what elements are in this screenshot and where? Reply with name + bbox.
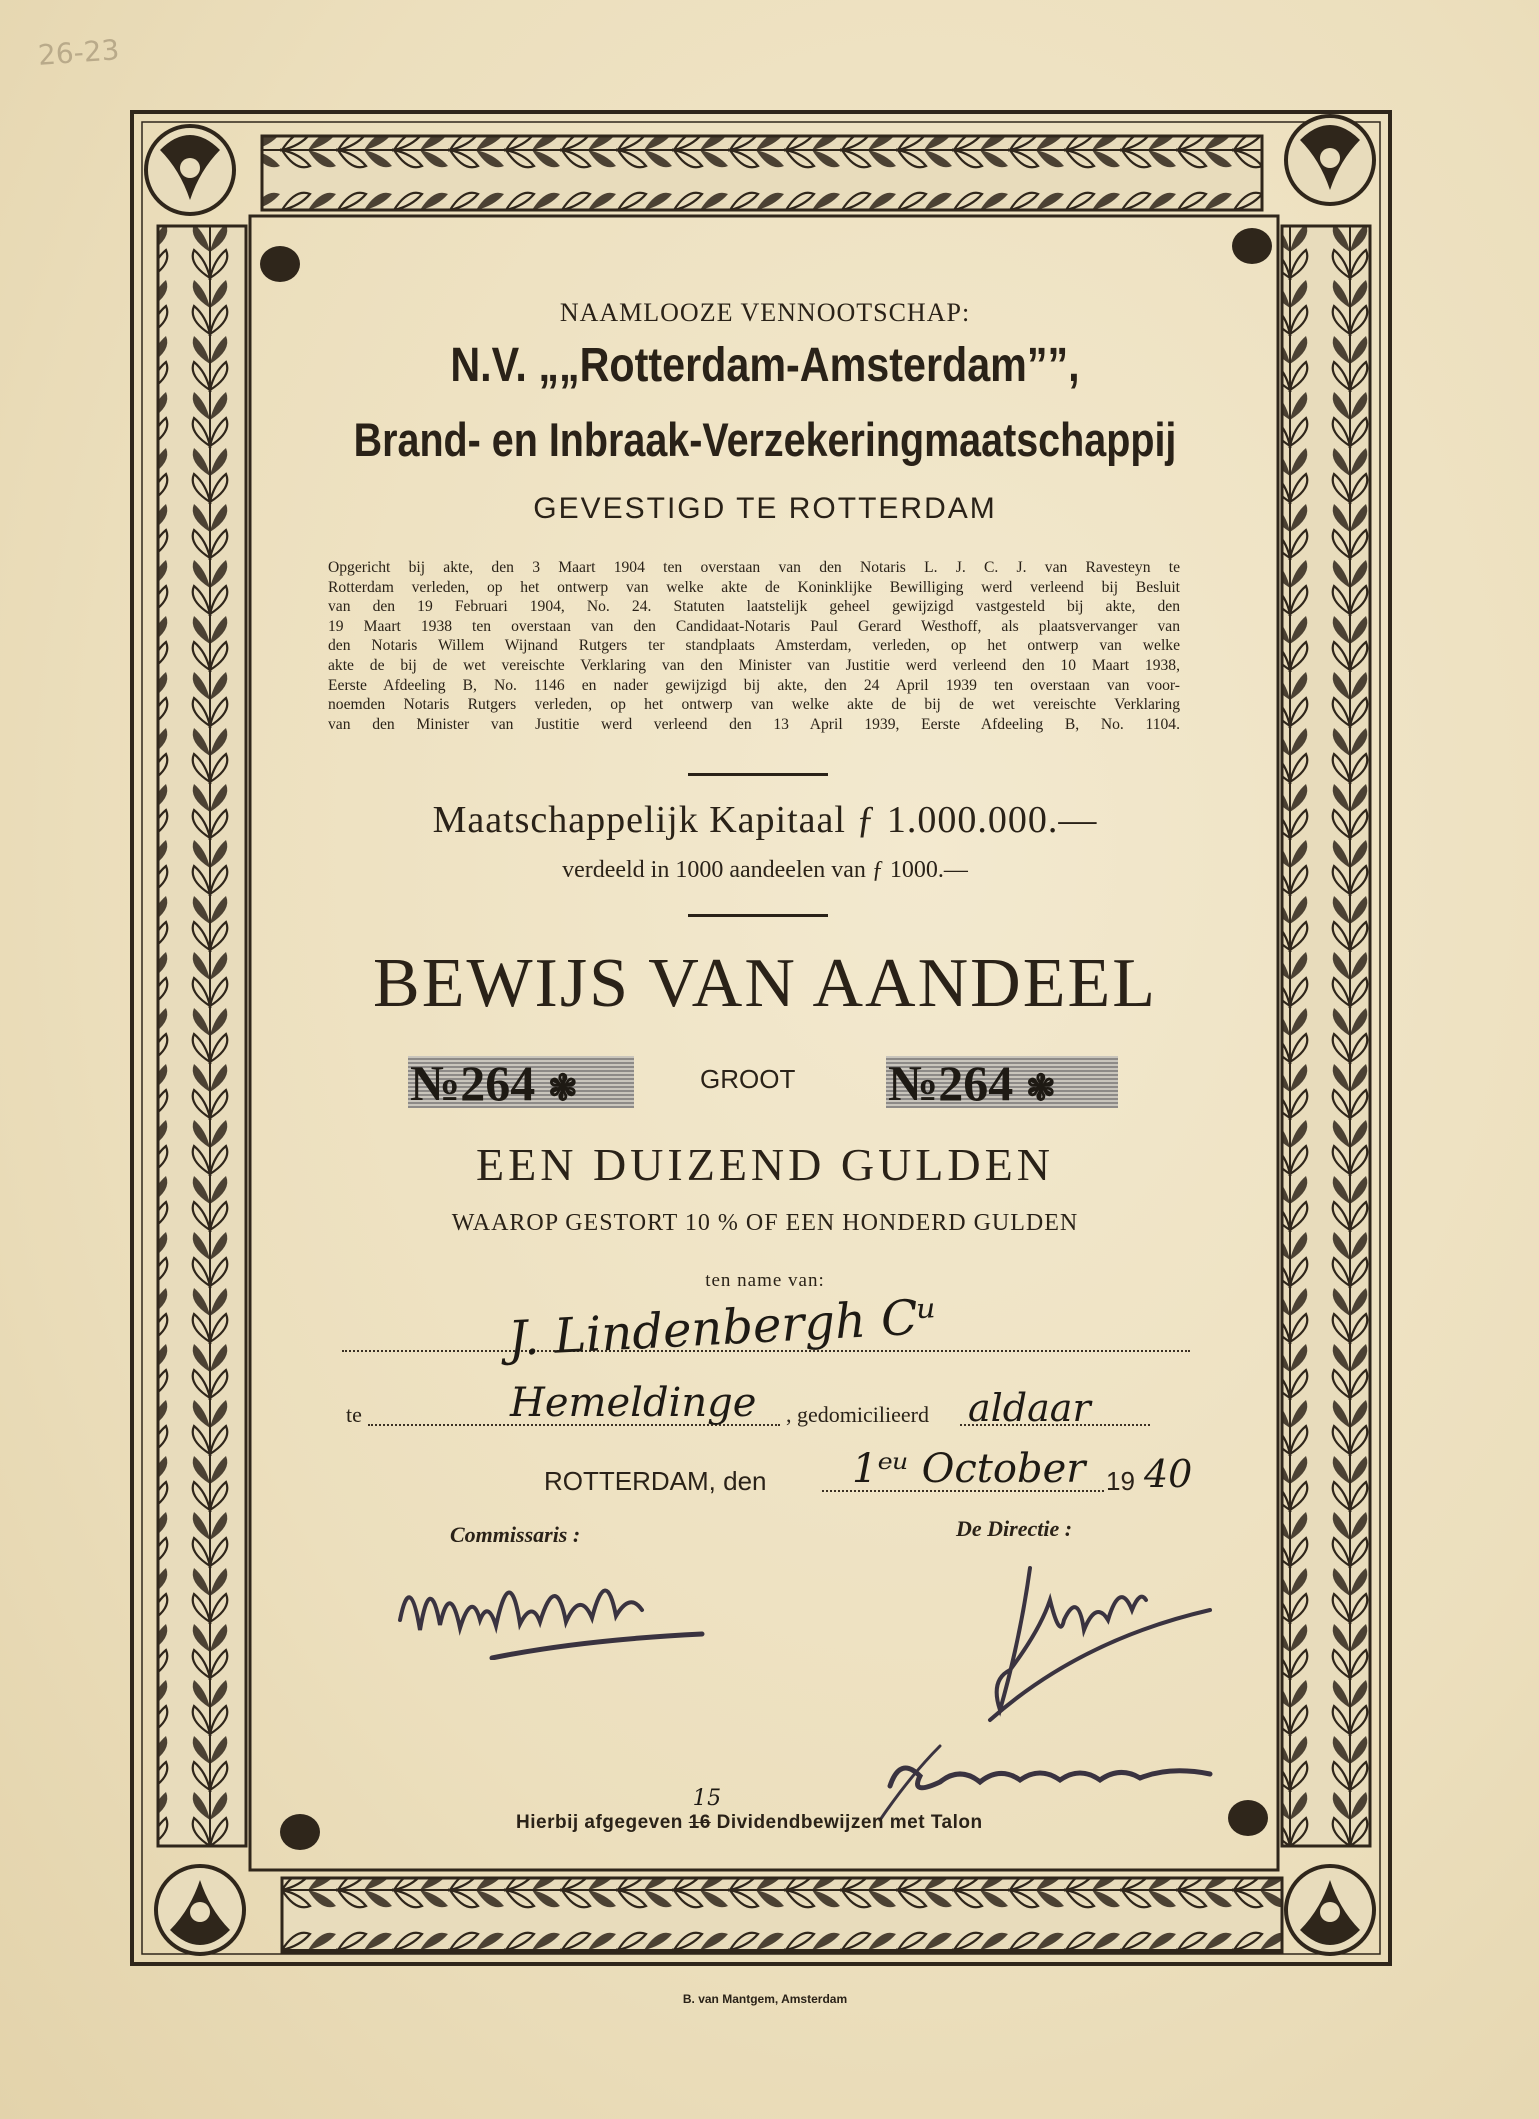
company-type: NAAMLOOZE VENNOOTSCHAP: — [559, 298, 971, 327]
incorporation-line: akte de bij de wet vereischte Verklaring van den Minister van Justitie werd verleend den 10 Maart 1938, — [328, 656, 1180, 674]
year-handwritten: 40 — [1144, 1452, 1193, 1496]
certificate-number-left — [410, 1054, 578, 1112]
groot-label: GROOT — [700, 1064, 796, 1094]
incorporation-line: van den Minister van Justitie werd verleend den 13 April 1939, Eerste Afdeeling B, No. 1104. — [328, 715, 1180, 733]
incorporation-line: Opgericht bij akte, den 3 Maart 1904 ten overstaan van den Notaris L. J. C. J. van Ravesteyn te — [328, 559, 1180, 576]
document-title: BEWIJS VAN AANDEEL — [373, 945, 1157, 1022]
certificate-number-right — [888, 1054, 1056, 1112]
printer-imprint: B. van Mantgem, Amsterdam — [682, 1992, 848, 2006]
incorporation-line: Rotterdam verleden, op het ontwerp van welke akte de Koninklijke Bewilliging werd verleend bij Besluit — [328, 578, 1180, 596]
holder-name: J. Lindenbergh Cᵘ — [506, 1288, 939, 1368]
coupons-struck: 16 — [688, 1812, 711, 1833]
pencil-note: 26-23 — [36, 33, 121, 72]
divider-rule — [688, 914, 828, 917]
share-amount: EEN DUIZEND GULDEN — [476, 1139, 1054, 1190]
commissaris-signature — [380, 1540, 720, 1660]
number-text: №264 — [888, 1055, 1014, 1111]
incorporation-line: Eerste Afdeeling B, No. 1146 en nader gewijzigd bij akte, den 24 April 1939 ten overstaan van voor- — [328, 676, 1180, 694]
share-division: verdeeld in 1000 aandeelen van ƒ 1000.— — [562, 857, 968, 883]
incorporation-line: noemden Notaris Rutgers verleden, op het ontwerp van welke akte de bij de wet vereischte Verklaring — [328, 696, 1180, 714]
commissaris-label: Commissaris : — [450, 1522, 581, 1547]
ornament-icon: ❃ — [1025, 1068, 1056, 1108]
city-date-label: ROTTERDAM, den — [544, 1466, 767, 1496]
te-label: te — [346, 1402, 362, 1427]
corner-ornament-bottom-left — [156, 1866, 244, 1954]
directie-label: De Directie : — [956, 1516, 1073, 1541]
paid-amount: WAAROP GESTORT 10 % OF EEN HONDERD GULDEN — [451, 1210, 1079, 1236]
corner-ornament-top-left — [146, 126, 234, 214]
in-name-of-label: ten name van: — [705, 1270, 825, 1291]
company-subtitle: Brand- en Inbraak-Verzekeringmaatschappij — [353, 413, 1177, 466]
incorporation-line: den Notaris Willem Wijnand Rutgers ter standplaats Amsterdam, verleden, op het ontwerp van welke — [328, 637, 1180, 655]
place-name: Hemeldinge — [510, 1380, 757, 1426]
corner-ornament-top-right — [1286, 116, 1374, 204]
company-name: N.V. „„Rotterdam-Amsterdam””, — [450, 339, 1080, 392]
coupons-corrected: 15 — [692, 1786, 722, 1811]
coupons-statement — [516, 1786, 983, 1834]
date-handwritten: 1ᵉᵘ October — [852, 1446, 1086, 1492]
domicile: aldaar — [968, 1386, 1091, 1430]
coupons-count — [688, 1786, 722, 1833]
corner-ornament-bottom-right — [1286, 1866, 1374, 1954]
registered-seat: GEVESTIGD TE ROTTERDAM — [533, 492, 997, 525]
domiciled-label: , gedomicilieerd — [786, 1402, 929, 1427]
divider-rule — [688, 773, 828, 776]
incorporation-line: 19 Maart 1938 ten overstaan van den Candidaat-Notaris Paul Gerard Westhoff, als plaatsvervanger van — [328, 617, 1180, 635]
year-prefix: 19 — [1106, 1466, 1135, 1496]
incorporation-line: van den 19 Februari 1904, No. 24. Statuten laatstelijk geheel gewijzigd vastgesteld bij akte, den — [328, 598, 1180, 616]
ornament-icon: ❃ — [547, 1068, 578, 1108]
coupons-prefix: Hierbij afgegeven — [516, 1812, 683, 1833]
number-text: №264 — [410, 1055, 536, 1111]
share-capital: Maatschappelijk Kapitaal ƒ 1.000.000.— — [432, 799, 1098, 841]
coupons-suffix: Dividendbewijzen met Talon — [716, 1812, 983, 1833]
director-signature-1 — [960, 1560, 1220, 1730]
incorporation-text — [328, 558, 1180, 734]
